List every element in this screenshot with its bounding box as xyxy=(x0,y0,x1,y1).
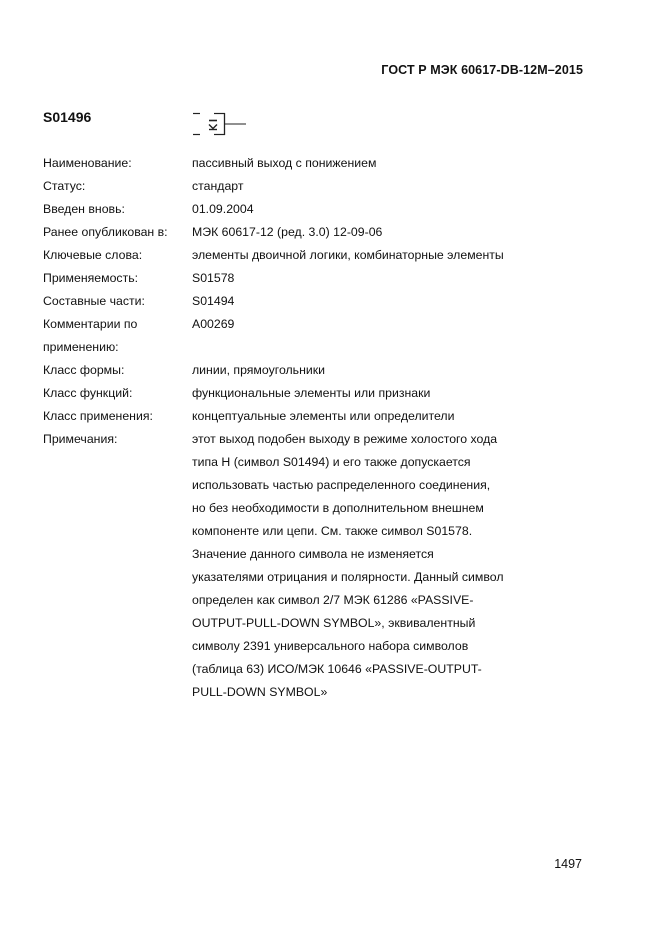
field-label: Класс функций: xyxy=(43,386,133,400)
field-keywords xyxy=(43,244,543,267)
field-label: Класс формы: xyxy=(43,363,125,377)
field-value: концептуальные элементы или определители xyxy=(192,409,455,423)
page-number: 1497 xyxy=(554,857,582,871)
field-value: 01.09.2004 xyxy=(192,202,254,216)
field-value: пассивный выход с понижением xyxy=(192,156,377,170)
field-value: МЭК 60617-12 (ред. 3.0) 12-09-06 xyxy=(192,225,383,239)
field-label: Ключевые слова: xyxy=(43,248,143,262)
field-value: элементы двоичной логики, комбинаторные элементы xyxy=(192,248,504,262)
field-value: S01578 xyxy=(192,271,235,285)
field-name xyxy=(43,152,543,175)
field-label: Ранее опубликован в: xyxy=(43,225,168,239)
field-status xyxy=(43,175,543,198)
passive-pull-down-output-icon xyxy=(192,111,248,137)
attribute-list xyxy=(43,152,543,704)
field-label: Введен вновь: xyxy=(43,202,125,216)
field-notes xyxy=(43,428,543,704)
field-value: A00269 xyxy=(192,317,235,331)
field-label: Класс применения: xyxy=(43,409,153,423)
field-application-comments xyxy=(43,313,543,359)
field-label: Комментарии по применению: xyxy=(43,317,138,354)
field-shape-class xyxy=(43,359,543,382)
field-applicability xyxy=(43,267,543,290)
field-value: этот выход подобен выходу в режиме холостого хода типа H (символ S01494) и его также допускается использовать частью распределенного соединения, но без необходимости в дополнительном внешнем компоненте или цепи. См. также символ S01578. Значение данного символа не изменяется указателями отрицания и полярности. Данный символ определен как символ 2/7 МЭК 61286 «PASSIVE- OUTPUT-PULL-DOWN SYMBOL», эквивалентный символу 2391 универсального набора символов (таблица 63) ИСО/МЭК 10646 «PASSIVE-OUTPUT- PULL-DOWN SYMBOL» xyxy=(192,432,504,699)
field-label: Применяемость: xyxy=(43,271,139,285)
document-header: ГОСТ Р МЭК 60617-DB-12M–2015 xyxy=(381,63,583,77)
field-label: Примечания: xyxy=(43,432,118,446)
field-value: стандарт xyxy=(192,179,244,193)
symbol-code: S01496 xyxy=(43,109,92,125)
field-application-class xyxy=(43,405,543,428)
field-value: функциональные элементы или признаки xyxy=(192,386,431,400)
field-previously-published xyxy=(43,221,543,244)
field-introduced xyxy=(43,198,543,221)
field-value: линии, прямоугольники xyxy=(192,363,326,377)
field-value: S01494 xyxy=(192,294,235,308)
field-components xyxy=(43,290,543,313)
field-label: Наименование: xyxy=(43,156,132,170)
field-function-class xyxy=(43,382,543,405)
field-label: Составные части: xyxy=(43,294,145,308)
field-label: Статус: xyxy=(43,179,86,193)
